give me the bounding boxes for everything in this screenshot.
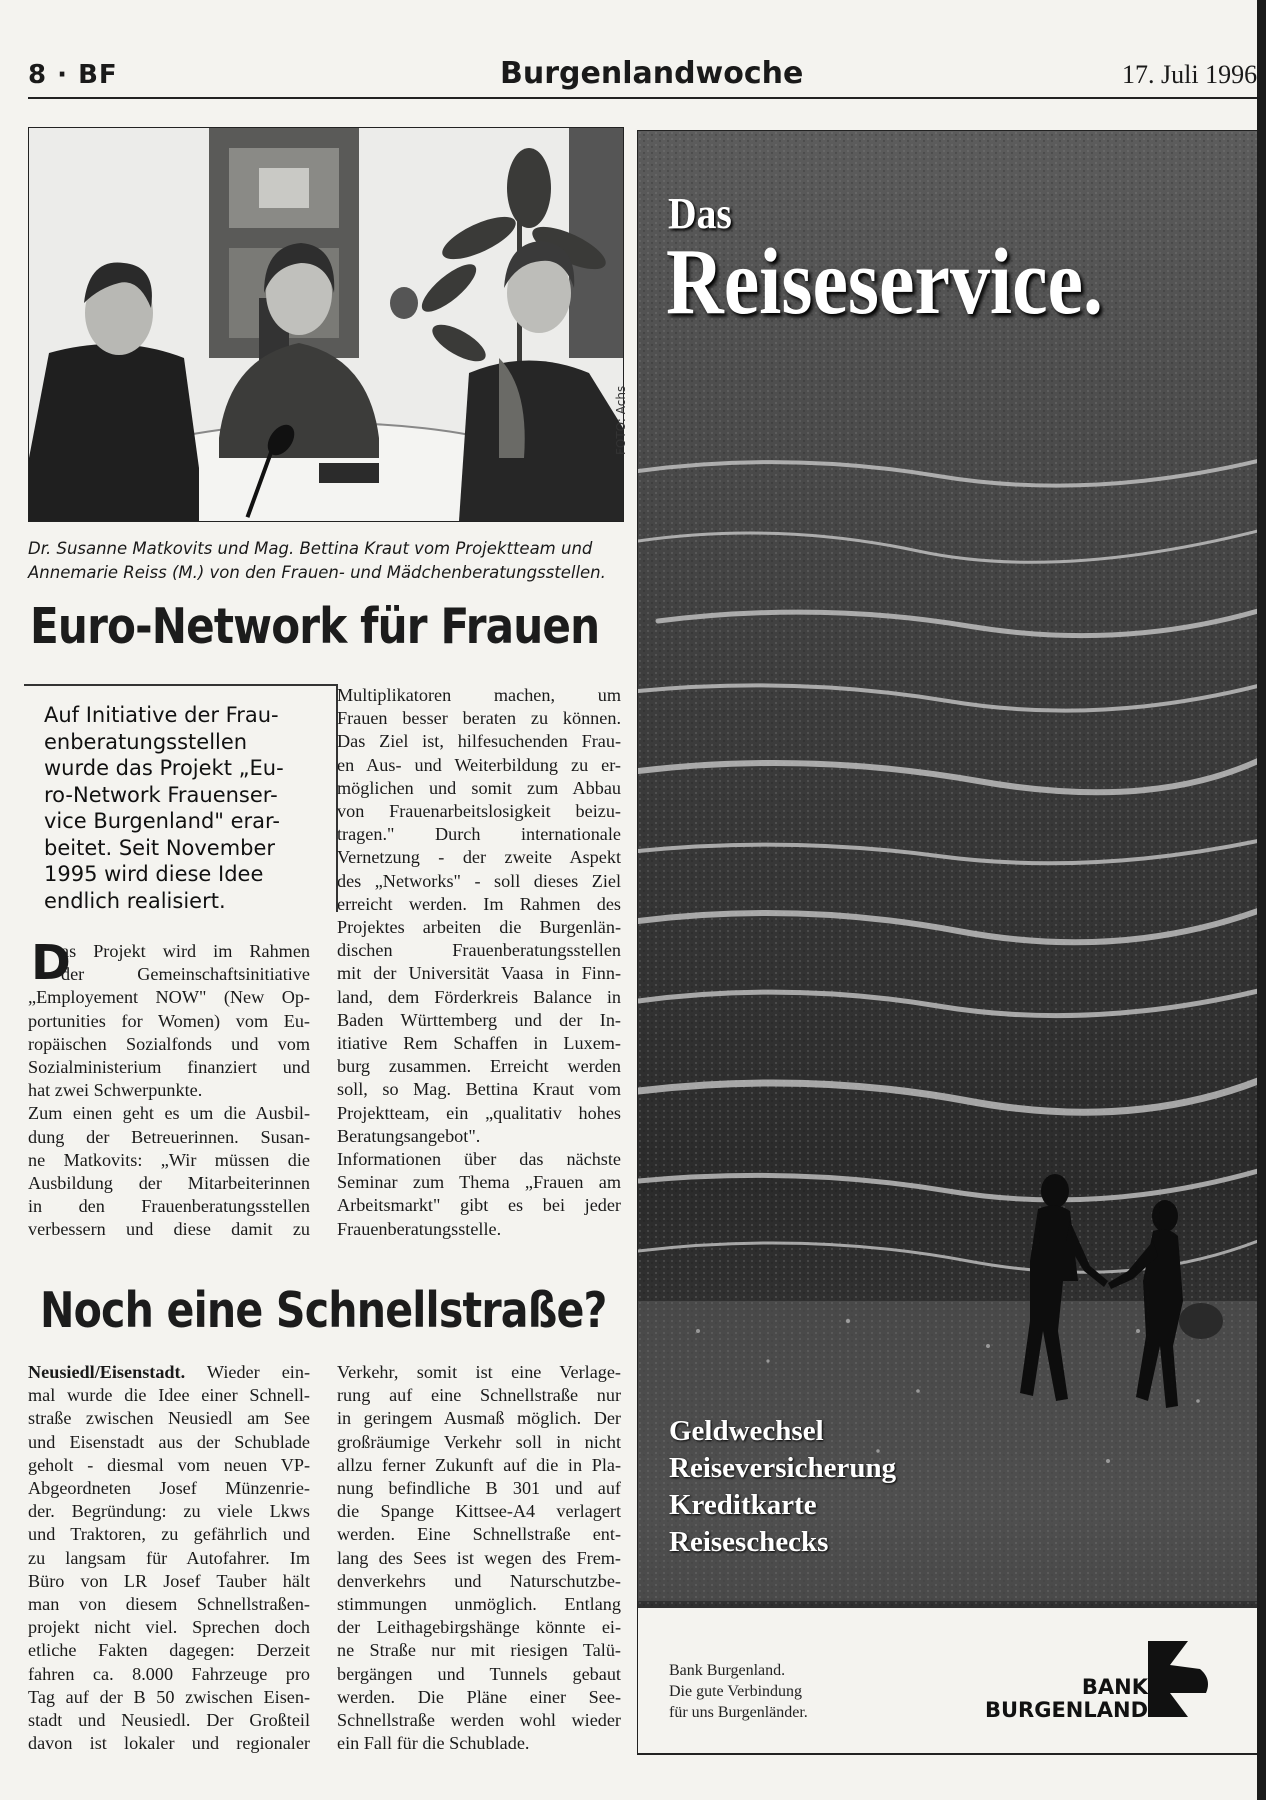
body-line: fahren ca. 8.000 Fahrzeuge pro [28, 1663, 310, 1684]
body-line: und Eisenstadt aus der Schublade [28, 1431, 310, 1452]
body-line: „Employement NOW" (New Op- [28, 987, 310, 1008]
ad-title: Reiseservice. [666, 230, 1103, 334]
body-line: lang des Sees ist wegen des Frem- [337, 1547, 621, 1568]
lead-line: 1995 wird diese Idee [44, 862, 264, 886]
body-line: des „Networks" - soll dieses Ziel [337, 870, 621, 891]
bank-name-line: BANK [1081, 1675, 1149, 1699]
body-line: Ausbildung der Mitarbeiterinnen [28, 1173, 310, 1194]
ad-title-small: Das [668, 189, 732, 238]
body-line: ne Straße nur mit riesigen Talü- [337, 1640, 621, 1661]
ad-footer-line: Bank Burgenland. [669, 1662, 786, 1679]
body-line: werden. Eine Schnellstraße ent- [337, 1524, 621, 1545]
body-line: Tag auf der B 50 zwischen Eisen- [28, 1686, 310, 1707]
body-line: der. Begründung: zu viele Lkws [28, 1501, 310, 1522]
body-line: mal wurde die Idee einer Schnell- [28, 1385, 310, 1406]
body-line: etliche Fakten dagegen: Derzeit [28, 1640, 310, 1661]
body-line: möglichen und somit zum Abbau [337, 777, 621, 798]
body-line: land, dem Förderkreis Balance in [337, 986, 621, 1007]
publication-title: Burgenlandwoche [500, 56, 804, 91]
body-line: zu langsam für Autofahrer. Im [28, 1547, 310, 1568]
body-line: itiative Rem Schaffen in Luxem- [337, 1033, 621, 1054]
drop-cap: D [31, 935, 71, 991]
lead-line: enberatungsstellen [44, 729, 248, 754]
body-line: tragen." Durch internationale [337, 824, 621, 845]
body-line: as Projekt wird im Rahmen [61, 941, 310, 961]
body-line: von Frauenarbeitslosigkeit beizu- [337, 801, 621, 822]
body-line: man von diesem Schnellstraßen- [28, 1594, 310, 1615]
body-line: Das Ziel ist, hilfesuchenden Frau- [337, 731, 621, 752]
body-line: und Traktoren, zu gefährlich und [28, 1524, 310, 1545]
lead-line: endlich realisiert. [44, 888, 226, 913]
body-line: dischen Frauenberatungsstellen [337, 940, 621, 961]
body-line: nung befindliche B 301 und auf [337, 1478, 621, 1499]
body-line: in geringem Ausmaß möglich. Der [337, 1408, 621, 1429]
body-line: stimmungen unmöglich. Entlang [337, 1594, 621, 1615]
body-line: soll, so Mag. Bettina Kraut vom [337, 1079, 621, 1100]
body-line: werden. Die Pläne einer See- [337, 1686, 621, 1707]
body-line: verbessern und diese damit zu [28, 1219, 310, 1240]
body-line: Beratungsangebot". [337, 1125, 481, 1146]
article-lead [44, 702, 324, 914]
article-headline: Euro-Network für Frauen [30, 598, 600, 655]
body-line: erreicht werden. Im Rahmen des [337, 893, 621, 914]
lead-line: ro-Network Frauenser- [44, 782, 278, 807]
body-line: bergängen und Tunnels gebaut [337, 1663, 621, 1684]
article2-column-2 [337, 1361, 621, 1755]
body-line: Abgeordneten Josef Münzenrie- [28, 1478, 310, 1499]
body-line: dung der Betreuerinnen. Susan- [28, 1126, 310, 1147]
ad-service-item: Geldwechsel [669, 1415, 824, 1447]
body-line: Frauen besser beraten zu können. [337, 708, 621, 729]
ad-footer-line: Die gute Verbindung [669, 1683, 803, 1700]
body-line: Arbeitsmarkt" gibt es bei jeder [337, 1195, 621, 1216]
body-line: davon ist lokaler und regionaler [28, 1733, 310, 1754]
photo-caption-line: Annemarie Reiss (M.) von den Frauen- und Mädchenberatungsstellen. [28, 563, 606, 582]
bank-name-line: BURGENLAND [985, 1698, 1149, 1722]
photo-illustration [29, 128, 623, 521]
lead-line: wurde das Projekt „Eu- [44, 756, 284, 780]
body-line: der Gemeinschaftsinitiative [61, 964, 310, 985]
body-line: straße zwischen Neusiedl am See [28, 1408, 310, 1429]
article2-column-1 [28, 1361, 310, 1755]
body-line: Vernetzung - der zweite Aspekt [337, 847, 621, 868]
body-line: projekt nicht viel. Sprechen doch [28, 1617, 310, 1638]
bank-name [985, 1676, 1148, 1722]
body-line: die Spange Kittsee-A4 verlagert [337, 1501, 621, 1522]
body-line: geholt - diesmal vom neuen VP- [28, 1454, 310, 1475]
article-column-2 [337, 684, 621, 1241]
lead-line: beitet. Seit November [44, 835, 276, 860]
body-line: Büro von LR Josef Tauber hält [28, 1570, 310, 1591]
ad-service-item: Reiseversicherung [669, 1452, 897, 1484]
body-line: großräumige Verkehr soll in nicht [337, 1431, 621, 1452]
body-line: ne Matkovits: „Wir müssen die [28, 1149, 310, 1170]
ad-service-item: Reiseschecks [669, 1526, 829, 1558]
body-line: Zum einen geht es um die Ausbil- [28, 1103, 310, 1124]
body-line: Sozialministerium finanziert und [28, 1057, 310, 1078]
body-line: denverkehrs und Naturschutzbe- [337, 1570, 621, 1591]
body-line: Multiplikatoren machen, um [337, 685, 621, 705]
body-line: en Aus- und Weiterbildung zu er- [337, 754, 621, 775]
body-line: stadt und Neusiedl. Der Großteil [28, 1710, 310, 1731]
article-column-1 [28, 935, 310, 1242]
body-line: ropäischen Sozialfonds und vom [28, 1033, 310, 1054]
article-photo [28, 127, 624, 522]
lead-line: vice Burgenland" erar- [44, 809, 280, 833]
body-line: Seminar zum Thema „Frauen am [337, 1172, 621, 1193]
body-line: allzu ferner Zukunft auf die in Pla- [337, 1454, 621, 1475]
photo-caption-line: Dr. Susanne Matkovits und Mag. Bettina Kraut vom Projektteam und [28, 539, 593, 558]
lead-line: Auf Initiative der Frau- [44, 703, 279, 727]
body-line: rung auf eine Schnellstraße nur [337, 1385, 621, 1406]
body-line: der Leithagebirgshänge könnte ei- [337, 1617, 621, 1638]
header-rule [28, 97, 1266, 99]
body-line: portunities for Women) vom Eu- [28, 1010, 310, 1031]
body-line: mit der Universität Vaasa in Finn- [337, 963, 621, 984]
ad-footer-line: für uns Burgenländer. [669, 1704, 808, 1721]
page-section-label: 8 · BF [28, 60, 118, 90]
body-line: Projektes arbeiten die Burgenlän- [337, 917, 621, 938]
body-line: burg zusammen. Erreicht werden [337, 1056, 621, 1077]
body-text: Wieder ein- [185, 1362, 310, 1382]
ad-service-item: Kreditkarte [669, 1489, 817, 1521]
bank-logo-icon [1148, 1641, 1224, 1717]
article-headline: Noch eine Schnellstraße? [40, 1282, 607, 1339]
body-line: Verkehr, somit ist eine Verlage- [337, 1362, 621, 1382]
body-line: Baden Württemberg und der In- [337, 1009, 621, 1030]
page-edge [1257, 0, 1266, 1800]
body-line: Frauenberatungsstelle. [337, 1218, 502, 1239]
body-line: hat zwei Schwerpunkte. [28, 1080, 203, 1101]
issue-date: 17. Juli 1996 [1122, 60, 1258, 89]
body-line: ein Fall für die Schublade. [337, 1733, 530, 1754]
body-line: Informationen über das nächste [337, 1149, 621, 1170]
dateline: Neusiedl/Eisenstadt. [28, 1362, 186, 1382]
photo-credit: FOTO: Achs [614, 385, 628, 455]
body-line: Schnellstraße werden wohl wieder [337, 1710, 621, 1731]
body-line [28, 1361, 310, 1384]
body-line: in den Frauenberatungsstellen [28, 1196, 310, 1217]
body-line: Projektteam, ein „qualitativ hohes [337, 1102, 621, 1123]
